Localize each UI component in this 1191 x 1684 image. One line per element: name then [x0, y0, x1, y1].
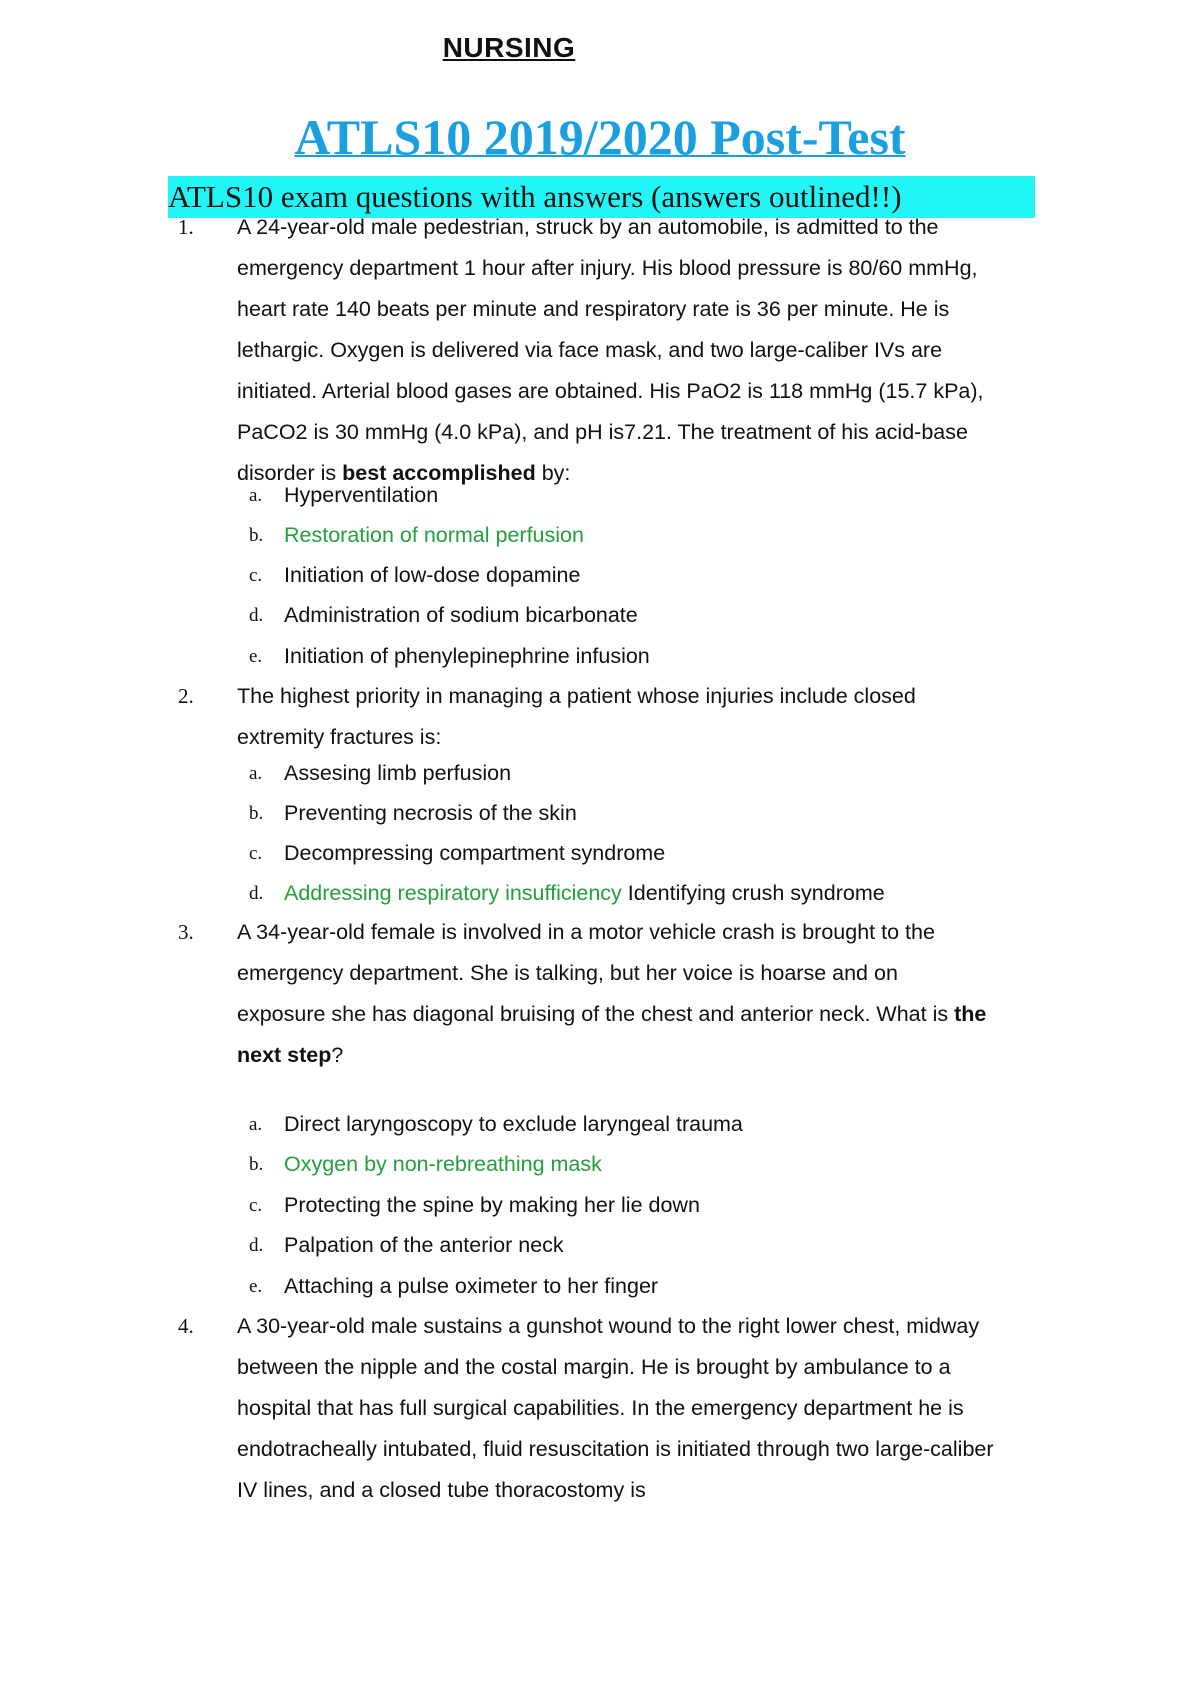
option-2b: b. Preventing necrosis of the skin	[249, 801, 577, 825]
option-3d: d. Palpation of the anterior neck	[249, 1233, 564, 1257]
question-number: 2.	[178, 684, 194, 708]
option-3a: a. Direct laryngoscopy to exclude laryngeal trauma	[249, 1112, 743, 1136]
option-3e: e. Attaching a pulse oximeter to her finger	[249, 1274, 659, 1298]
option-3c: c. Protecting the spine by making her lie down	[249, 1193, 700, 1217]
question-text: The highest priority in managing a patient whose injuries include closed extremity fractures is:	[237, 684, 916, 749]
question-number: 1.	[178, 215, 194, 239]
page-subtitle: ATLS10 exam questions with answers (answers outlined!!)	[168, 176, 1035, 218]
document-label: NURSING	[442, 32, 576, 63]
question-text: A 24-year-old male pedestrian, struck by an automobile, is admitted to the emergency department 1 hour after injury. His blood pressure is 80/60 mmHg, heart rate 140 beats per minute and respiratory rate is 36 per minute. He is lethargic. Oxygen is delivered via face mask, and two large-caliber IVs are initiated. Arterial blood gases are obtained. His PaO2 is 118 mmHg (15.7 kPa), PaCO2 is 30 mmHg (4.0 kPa), and pH is7.21. The treatment of his acid-base disorder is best accomplished by:	[237, 215, 984, 485]
emphasis: best accomplished	[342, 461, 536, 485]
option-2a: a. Assesing limb perfusion	[249, 761, 512, 785]
question-number: 3.	[178, 920, 194, 944]
question-text: A 34-year-old female is involved in a motor vehicle crash is brought to the emergency department. She is talking, but her voice is hoarse and on exposure she has diagonal bruising of the chest and anterior neck. What is the next step?	[237, 920, 987, 1067]
option-1c: c. Initiation of low-dose dopamine	[249, 563, 581, 587]
question-number: 4.	[178, 1314, 194, 1338]
option-3b-correct: b. Oxygen by non-rebreathing mask	[249, 1152, 602, 1176]
option-1e: e. Initiation of phenylepinephrine infusion	[249, 644, 650, 668]
emphasis: the next step	[237, 1002, 987, 1067]
question-text: A 30-year-old male sustains a gunshot wound to the right lower chest, midway between the nipple and the costal margin. He is brought by ambulance to a hospital that has full surgical capabilities. In the emergency department he is endotracheally intubated, fluid resuscitation is initiated through two large-caliber IV lines, and a closed tube thoracostomy is	[237, 1314, 994, 1502]
option-2c: c. Decompressing compartment syndrome	[249, 841, 666, 865]
page-title: ATLS10 2019/2020 Post-Test	[294, 109, 906, 165]
option-1b-correct: b. Restoration of normal perfusion	[249, 523, 584, 547]
option-1d: d. Administration of sodium bicarbonate	[249, 603, 638, 627]
option-1a: a. Hyperventilation	[249, 483, 439, 507]
option-2d-correct: d. Addressing respiratory insufficiency Identifying crush syndrome	[249, 881, 885, 905]
